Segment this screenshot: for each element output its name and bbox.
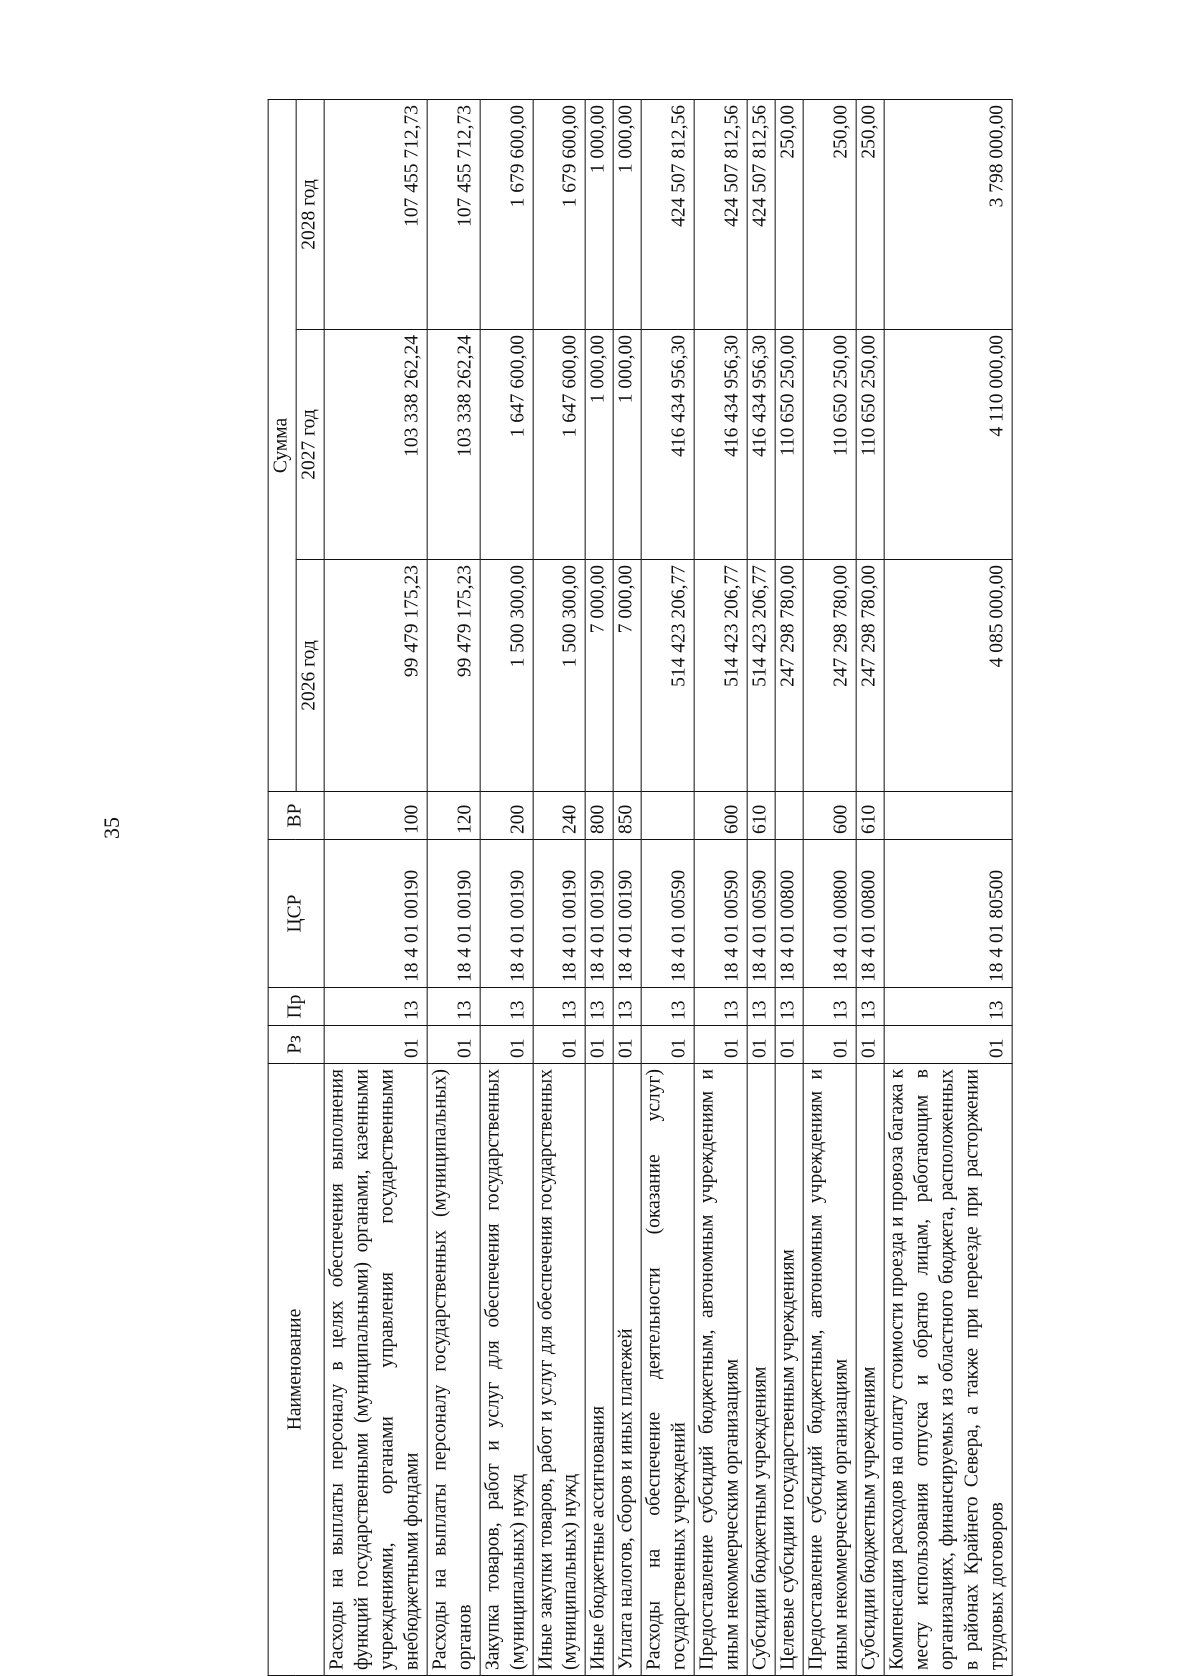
row-amount-2026: 99 479 175,23 xyxy=(427,560,480,792)
row-amount-2027: 103 338 262,24 xyxy=(427,330,480,560)
row-amount-2028: 424 507 812,56 xyxy=(642,99,695,329)
row-rz: 01 xyxy=(324,1026,427,1064)
row-pr: 13 xyxy=(586,988,614,1026)
row-pr: 13 xyxy=(642,988,695,1026)
row-amount-2027: 110 650 250,00 xyxy=(803,330,856,560)
table-row xyxy=(533,99,586,1675)
table-row xyxy=(803,99,856,1675)
row-csr: 18 4 01 00800 xyxy=(856,840,884,988)
table-row xyxy=(856,99,884,1675)
row-amount-2028: 250,00 xyxy=(803,99,856,329)
header-sum: Сумма xyxy=(268,99,296,791)
row-csr: 18 4 01 00190 xyxy=(480,840,533,988)
row-vr: 240 xyxy=(533,792,586,840)
row-amount-2026: 247 298 780,00 xyxy=(775,560,803,792)
row-amount-2028: 424 507 812,56 xyxy=(747,99,775,329)
row-rz: 01 xyxy=(775,1026,803,1064)
row-amount-2028: 1 679 600,00 xyxy=(533,99,586,329)
row-pr: 13 xyxy=(533,988,586,1026)
row-vr xyxy=(642,792,695,840)
row-amount-2026: 7 000,00 xyxy=(614,560,642,792)
row-name: Иные закупки товаров, работ и услуг для обеспечения государственных (муниципальных) нужд xyxy=(533,1064,586,1676)
row-pr: 13 xyxy=(856,988,884,1026)
row-rz: 01 xyxy=(803,1026,856,1064)
row-name: Предоставление субсидий бюджетным, автономным учреждениям и иным некоммерческим организациям xyxy=(694,1064,747,1676)
row-amount-2027: 416 434 956,30 xyxy=(747,330,775,560)
row-pr: 13 xyxy=(480,988,533,1026)
table-row xyxy=(324,99,427,1675)
row-name: Расходы на обеспечение деятельности (оказание услуг) государственных учреждений xyxy=(642,1064,695,1676)
row-amount-2027: 110 650 250,00 xyxy=(775,330,803,560)
row-pr: 13 xyxy=(884,988,1012,1026)
row-amount-2027: 416 434 956,30 xyxy=(694,330,747,560)
row-vr: 610 xyxy=(856,792,884,840)
row-csr: 18 4 01 00590 xyxy=(694,840,747,988)
row-vr xyxy=(884,792,1012,840)
row-pr: 13 xyxy=(614,988,642,1026)
row-amount-2027: 1 000,00 xyxy=(586,330,614,560)
row-rz: 01 xyxy=(856,1026,884,1064)
row-rz: 01 xyxy=(427,1026,480,1064)
row-name: Расходы на выплаты персоналу в целях обеспечения выполнения функций государственными (муниципальными) органами, казенными учреждениями, органами управления государственными внебюджетными фондами xyxy=(324,1064,427,1676)
header-2027: 2027 год xyxy=(296,330,324,560)
row-amount-2028: 107 455 712,73 xyxy=(324,99,427,329)
row-pr: 13 xyxy=(324,988,427,1026)
row-amount-2027: 1 000,00 xyxy=(614,330,642,560)
row-csr: 18 4 01 00800 xyxy=(775,840,803,988)
row-amount-2026: 514 423 206,77 xyxy=(642,560,695,792)
row-rz: 01 xyxy=(480,1026,533,1064)
row-csr: 18 4 01 00590 xyxy=(747,840,775,988)
table-header xyxy=(268,99,324,1675)
row-amount-2028: 3 798 000,00 xyxy=(884,99,1012,329)
row-csr: 18 4 01 00190 xyxy=(427,840,480,988)
table-row xyxy=(427,99,480,1675)
row-amount-2027: 4 110 000,00 xyxy=(884,330,1012,560)
table-row xyxy=(614,99,642,1675)
header-rz: Рз xyxy=(268,1026,324,1064)
header-pr: Пр xyxy=(268,988,324,1026)
row-name: Предоставление субсидий бюджетным, автономным учреждениям и иным некоммерческим организациям xyxy=(803,1064,856,1676)
row-amount-2026: 7 000,00 xyxy=(586,560,614,792)
row-vr xyxy=(775,792,803,840)
row-name: Иные бюджетные ассигнования xyxy=(586,1064,614,1676)
row-amount-2027: 1 647 600,00 xyxy=(480,330,533,560)
row-amount-2027: 1 647 600,00 xyxy=(533,330,586,560)
row-csr: 18 4 01 00190 xyxy=(614,840,642,988)
row-amount-2026: 514 423 206,77 xyxy=(694,560,747,792)
row-rz: 01 xyxy=(642,1026,695,1064)
row-vr: 200 xyxy=(480,792,533,840)
row-amount-2027: 110 650 250,00 xyxy=(856,330,884,560)
table-row xyxy=(586,99,614,1675)
table-row xyxy=(480,99,533,1675)
table-row xyxy=(747,99,775,1675)
table-row xyxy=(694,99,747,1675)
table-body xyxy=(324,99,1012,1675)
row-csr: 18 4 01 00190 xyxy=(533,840,586,988)
row-vr: 120 xyxy=(427,792,480,840)
row-csr: 18 4 01 00800 xyxy=(803,840,856,988)
row-csr: 18 4 01 80500 xyxy=(884,840,1012,988)
row-rz: 01 xyxy=(694,1026,747,1064)
header-2026: 2026 год xyxy=(296,560,324,792)
row-amount-2028: 1 000,00 xyxy=(614,99,642,329)
table-wrapper xyxy=(268,100,1013,1676)
table-row xyxy=(642,99,695,1675)
row-vr: 600 xyxy=(803,792,856,840)
row-pr: 13 xyxy=(775,988,803,1026)
row-rz: 01 xyxy=(586,1026,614,1064)
row-amount-2026: 247 298 780,00 xyxy=(803,560,856,792)
row-amount-2027: 416 434 956,30 xyxy=(642,330,695,560)
page-number: 35 xyxy=(99,817,124,839)
row-vr: 850 xyxy=(614,792,642,840)
row-name: Целевые субсидии государственным учреждениям xyxy=(775,1064,803,1676)
row-amount-2028: 107 455 712,73 xyxy=(427,99,480,329)
row-pr: 13 xyxy=(747,988,775,1026)
row-rz: 01 xyxy=(533,1026,586,1064)
row-amount-2026: 1 500 300,00 xyxy=(480,560,533,792)
row-vr: 610 xyxy=(747,792,775,840)
header-vr: ВР xyxy=(268,792,324,840)
row-csr: 18 4 01 00190 xyxy=(324,840,427,988)
row-amount-2026: 514 423 206,77 xyxy=(747,560,775,792)
row-amount-2028: 1 000,00 xyxy=(586,99,614,329)
row-rz: 01 xyxy=(884,1026,1012,1064)
row-rz: 01 xyxy=(747,1026,775,1064)
row-name: Субсидии бюджетным учреждениям xyxy=(856,1064,884,1676)
row-csr: 18 4 01 00590 xyxy=(642,840,695,988)
row-pr: 13 xyxy=(694,988,747,1026)
row-amount-2026: 247 298 780,00 xyxy=(856,560,884,792)
row-name: Компенсация расходов на оплату стоимости проезда и провоза багажа к месту использования отпуска и обратно лицам, работающим в организациях, финансируемых из областного бюджета, расположенных в районах Крайнего Севера, а также при переезде при расторжении трудовых договоров xyxy=(884,1064,1012,1676)
header-csr: ЦСР xyxy=(268,840,324,988)
row-vr: 100 xyxy=(324,792,427,840)
row-amount-2026: 4 085 000,00 xyxy=(884,560,1012,792)
row-vr: 800 xyxy=(586,792,614,840)
row-amount-2028: 1 679 600,00 xyxy=(480,99,533,329)
row-pr: 13 xyxy=(803,988,856,1026)
row-pr: 13 xyxy=(427,988,480,1026)
table-row xyxy=(884,99,1012,1675)
row-amount-2028: 424 507 812,56 xyxy=(694,99,747,329)
row-name: Закупка товаров, работ и услуг для обеспечения государственных (муниципальных) нужд xyxy=(480,1064,533,1676)
header-2028: 2028 год xyxy=(296,99,324,329)
row-amount-2028: 250,00 xyxy=(775,99,803,329)
row-rz: 01 xyxy=(614,1026,642,1064)
row-csr: 18 4 01 00190 xyxy=(586,840,614,988)
row-name: Уплата налогов, сборов и иных платежей xyxy=(614,1064,642,1676)
budget-table xyxy=(268,99,1013,1676)
row-amount-2026: 99 479 175,23 xyxy=(324,560,427,792)
row-amount-2028: 250,00 xyxy=(856,99,884,329)
row-amount-2026: 1 500 300,00 xyxy=(533,560,586,792)
row-name: Субсидии бюджетным учреждениям xyxy=(747,1064,775,1676)
row-vr: 600 xyxy=(694,792,747,840)
row-name: Расходы на выплаты персоналу государственных (муниципальных) органов xyxy=(427,1064,480,1676)
header-name: Наименование xyxy=(268,1064,324,1676)
row-amount-2027: 103 338 262,24 xyxy=(324,330,427,560)
table-row xyxy=(775,99,803,1675)
